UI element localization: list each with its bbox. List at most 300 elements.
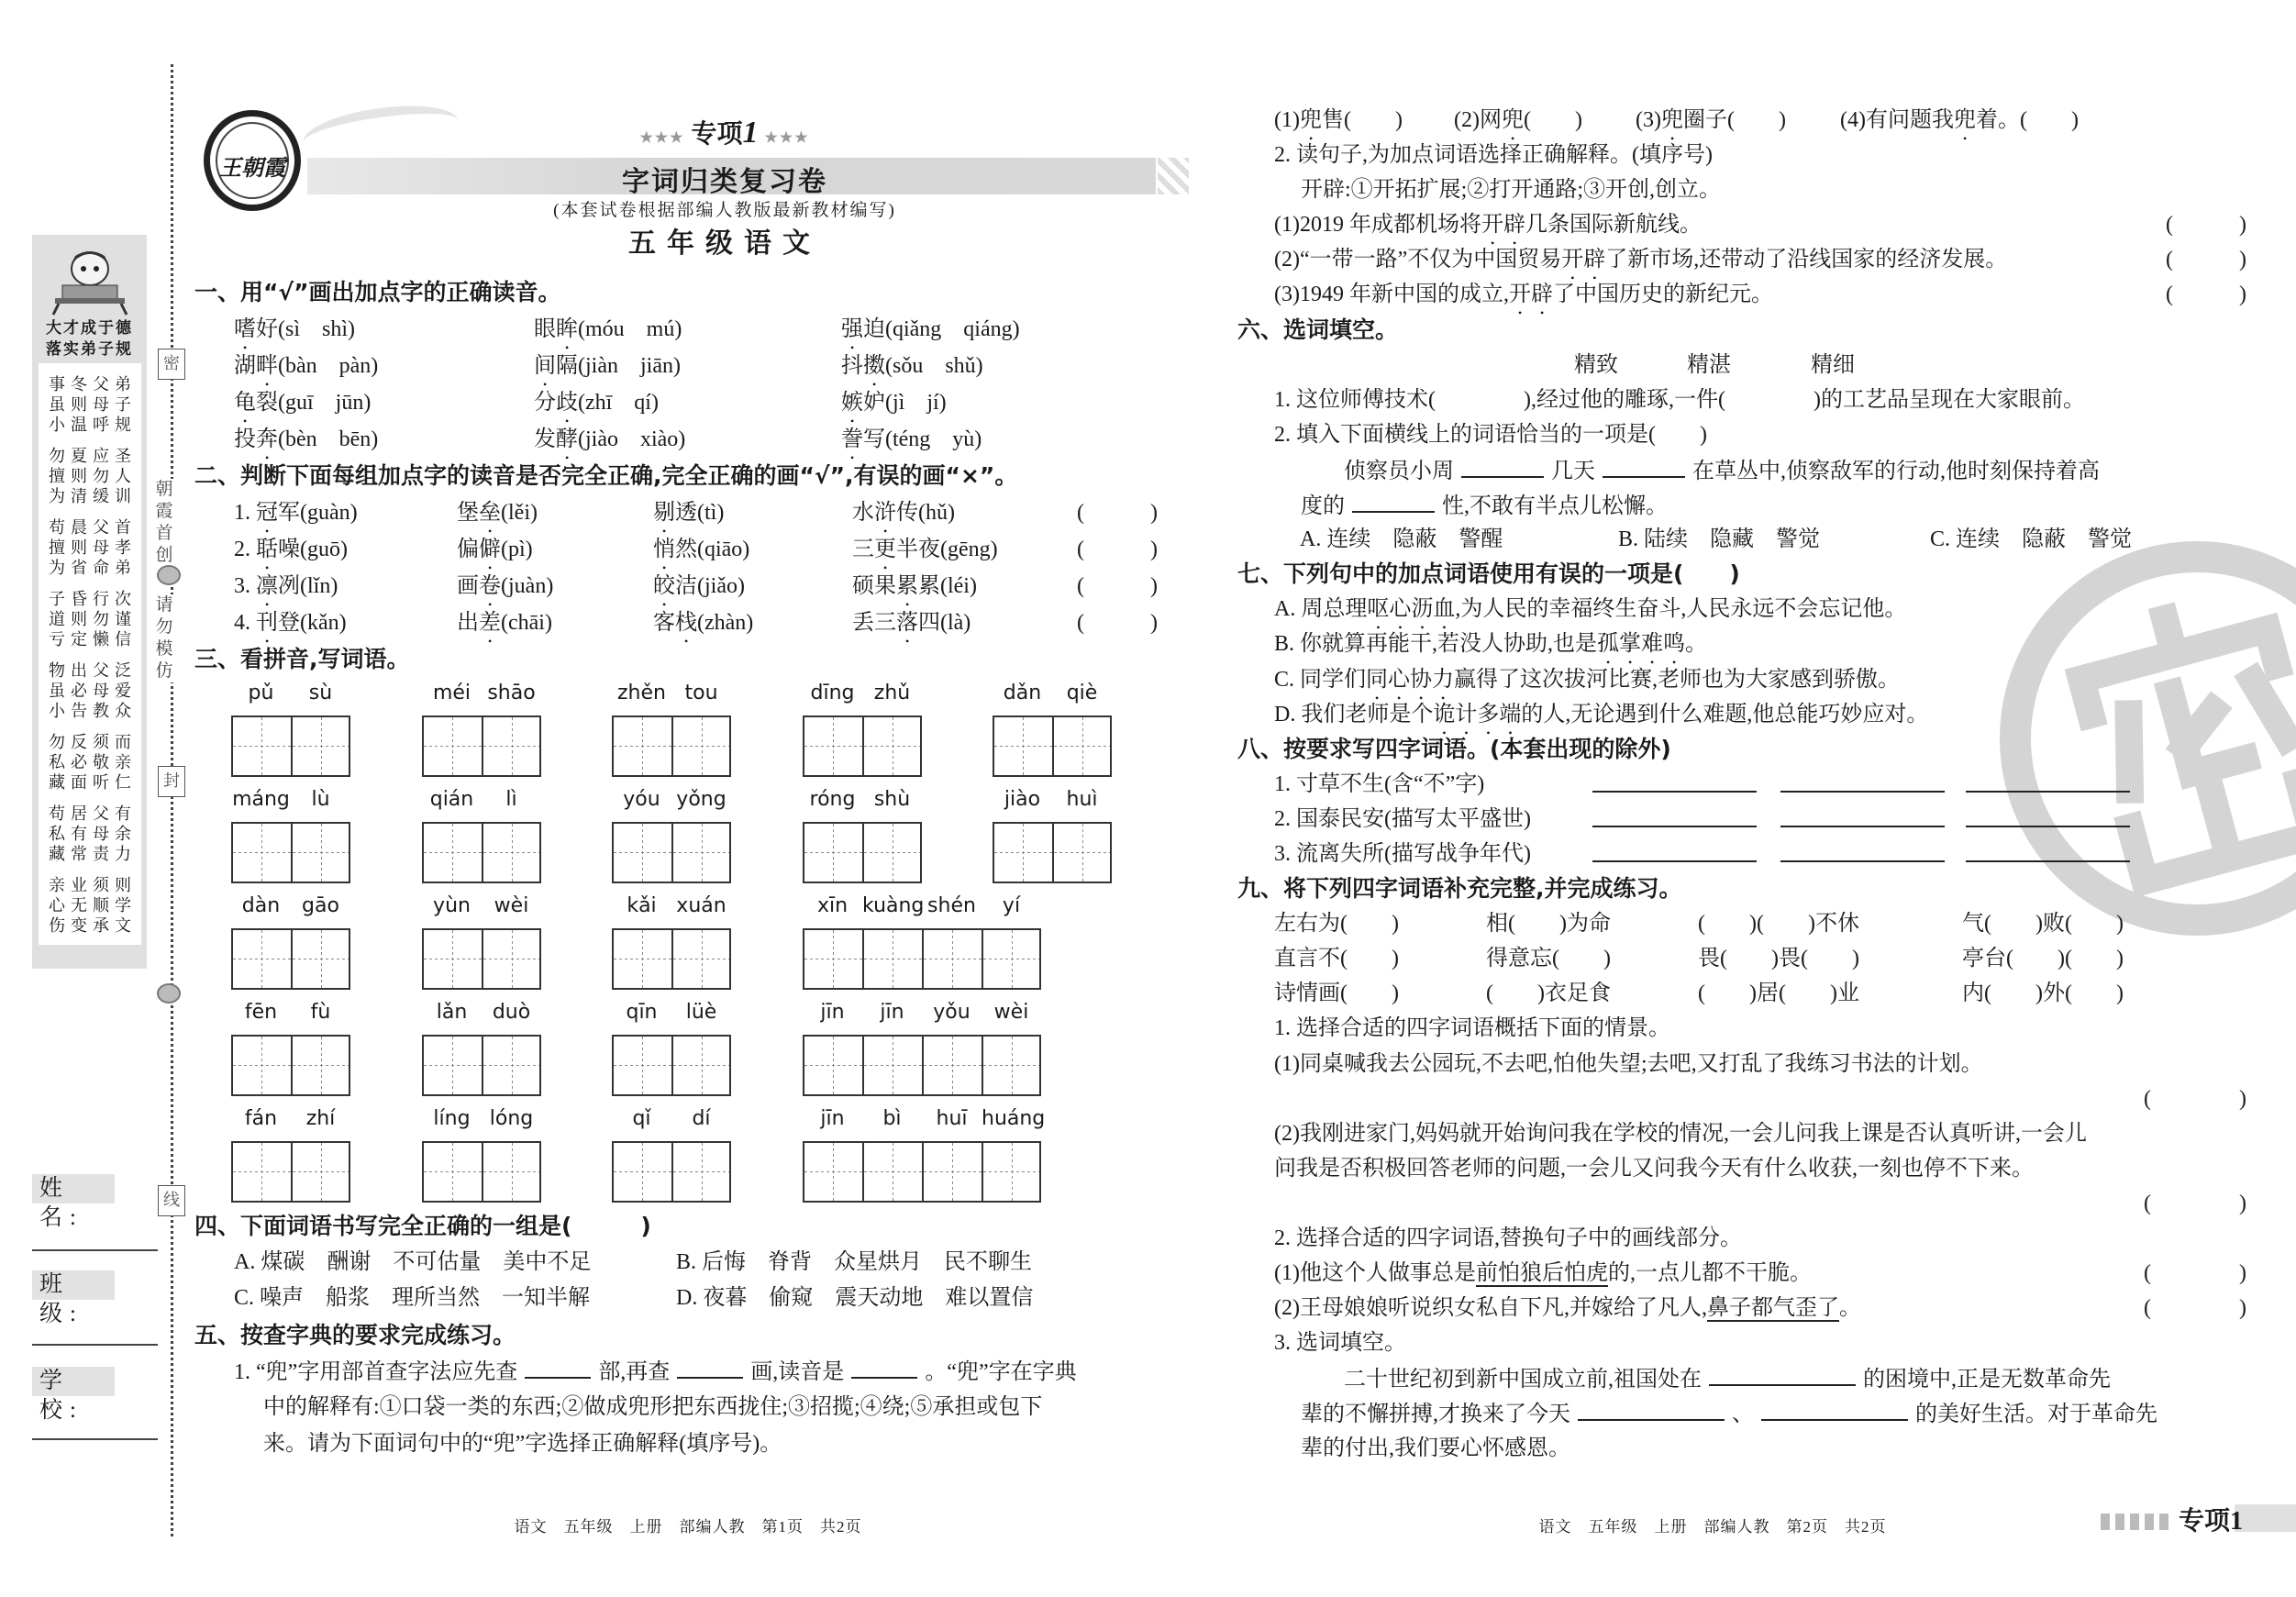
pinyin-syllable: zhǔ: [873, 682, 911, 704]
emphasized-text: 开辟: [1561, 248, 1606, 272]
writing-cell[interactable]: [671, 715, 731, 777]
question-text-with-answer-paren: 1. 这位师傅技术( ),经过他的雕琢,一件( )的工艺品呈现在大家眼前。: [1274, 387, 2085, 412]
corner-dots-decoration: [2101, 1514, 2169, 1530]
poem-row: 藏常责力: [49, 845, 137, 863]
question-line: [194, 494, 1158, 531]
writing-cell[interactable]: [482, 715, 541, 777]
emphasized-text: 歧: [556, 391, 578, 415]
pinyin-syllable: yùn: [433, 894, 471, 917]
poem-row: 道则勿谨: [49, 610, 137, 628]
writing-cell[interactable]: [803, 928, 862, 990]
pinyin-syllable: kuàng: [862, 894, 925, 917]
writing-cell[interactable]: [612, 822, 671, 883]
emphasized-text: 浒: [874, 501, 896, 525]
emphasized-text: 兜: [1953, 108, 1976, 132]
answer-blank[interactable]: [1592, 837, 1757, 862]
emphasized-text: 悄: [653, 538, 675, 561]
poem-row: 虽则母子: [49, 395, 137, 414]
school-label: 学 校:: [32, 1367, 115, 1396]
question-line: [1237, 837, 2246, 871]
pinyin-syllable: huì: [1066, 788, 1098, 811]
answer-paren[interactable]: ( ): [1077, 611, 1158, 635]
question-text: 画,读音是: [750, 1360, 845, 1385]
question-text: (4)有问题我: [1840, 108, 1954, 132]
answer-blank[interactable]: [1780, 802, 1945, 827]
question-line: [1237, 1360, 2246, 1395]
writing-cell[interactable]: [422, 715, 482, 777]
pinyin-syllable: pǔ: [248, 682, 274, 704]
emphasized-text: 奔: [256, 427, 278, 451]
writing-cell[interactable]: [922, 1035, 982, 1096]
answer-paren[interactable]: ( ): [1077, 574, 1158, 598]
poem-row: 苟居父有: [49, 804, 137, 823]
writing-cell[interactable]: [671, 822, 731, 883]
emphasized-text: 龟: [234, 391, 256, 415]
question-text: (bèn bēn): [278, 427, 379, 451]
question-line: [1237, 103, 2246, 138]
question-item: [1780, 767, 1945, 804]
question-text: 冽(lǐn): [278, 574, 338, 598]
seal-label-mi: 密: [158, 349, 185, 380]
writing-cell[interactable]: [291, 1035, 350, 1096]
writing-cell[interactable]: [671, 1141, 731, 1203]
pinyin-syllable: qiè: [1066, 682, 1098, 704]
question-line: [1237, 1116, 2246, 1151]
pinyin-syllable: yǒng: [676, 788, 727, 811]
pinyin-syllable: kǎi: [627, 894, 657, 917]
answer-blank[interactable]: [1709, 1360, 1856, 1386]
poem-row: 勿反须而: [49, 733, 137, 751]
pinyin-syllable: jīn: [820, 1001, 845, 1024]
question-text: 3.: [234, 574, 256, 598]
poem-row: 私有母余: [49, 825, 137, 843]
writing-cell[interactable]: [922, 1141, 982, 1203]
question-text: 2. 选择合适的四字词语,替换句子中的画线部分。: [1274, 1226, 1742, 1250]
emphasized-text: 开辟: [1508, 283, 1553, 307]
writing-cell[interactable]: [803, 1035, 862, 1096]
question-item: [1966, 837, 2130, 873]
page-title: 字词归类复习卷: [622, 167, 827, 197]
question-text: (1)他这个人做事总是: [1274, 1261, 1476, 1286]
question-line: [194, 1426, 1194, 1463]
question-text-with-answer-paren: 着。( ): [1975, 108, 2079, 132]
question-text: (3)1949 年新中国的成立,: [1274, 283, 1509, 307]
question-line: [194, 348, 1158, 384]
student-cartoon-icon: [50, 243, 130, 316]
question-text: 辈的不懈拼搏,才换来了今天: [1301, 1403, 1570, 1427]
question-text: D. 我们老师是个: [1274, 702, 1434, 726]
poem-row: 亏定懒信: [49, 630, 137, 649]
question-text: 偏: [457, 538, 479, 561]
question-line: [1237, 348, 2246, 383]
writing-cell[interactable]: [482, 822, 541, 883]
smiley-face-icon: [157, 983, 181, 1004]
question-text-with-answer-paren: 得意忘( ): [1486, 947, 1611, 971]
pinyin-syllable: fán: [244, 1107, 278, 1130]
writing-cell[interactable]: [231, 1035, 291, 1096]
writing-cell[interactable]: [482, 1035, 541, 1096]
question-text-with-answer-paren: 左右为( ): [1274, 912, 1399, 937]
question-text: C. 连续 隐蔽 警觉: [1930, 527, 2133, 552]
question-text: 三: [852, 538, 874, 561]
writing-cell[interactable]: [422, 1141, 482, 1203]
emphasized-text: 卷: [479, 574, 501, 598]
question-text-with-answer-paren: 直言不( ): [1274, 947, 1399, 971]
seal-label-xian: 线: [158, 1185, 185, 1216]
pinyin-syllable: wèi: [494, 894, 529, 917]
question-text: 抖: [841, 354, 863, 378]
answer-blank[interactable]: [1966, 767, 2130, 793]
question-line: [194, 384, 1158, 421]
question-line: [1237, 452, 2246, 487]
question-text: (2)王母娘娘听说织女私自下凡,并嫁给了凡人,: [1274, 1296, 1707, 1321]
question-text: 4.: [234, 611, 256, 635]
dizigui-poem: [39, 363, 141, 945]
corner-section-badge: 专项1: [2179, 1507, 2244, 1536]
emphasized-text: 呕心沥血: [1367, 597, 1456, 622]
stars-right-icon: ★★★: [764, 130, 810, 146]
writing-cell[interactable]: [993, 822, 1052, 883]
question-text: 的,一点儿都不干脆。: [1607, 1261, 1812, 1286]
emphasized-text: 强: [841, 317, 863, 341]
writing-cell[interactable]: [803, 715, 862, 777]
question-text: 出: [457, 611, 479, 635]
question-text: 透(tì): [675, 501, 725, 525]
question-text-with-answer-paren: 圈子( ): [1682, 108, 1786, 132]
pinyin-syllable: xīn: [816, 894, 849, 917]
question-item: [1780, 802, 1945, 838]
question-text: 部,再查: [598, 1360, 671, 1385]
writing-cell[interactable]: [862, 822, 922, 883]
question-text: B. 后悔 脊背 众星烘月 民不聊生: [676, 1249, 1033, 1274]
answer-paren[interactable]: ( ): [1077, 538, 1158, 561]
writing-cell[interactable]: [612, 928, 671, 990]
answer-blank[interactable]: [1578, 1395, 1725, 1421]
answer-paren[interactable]: ( ): [2144, 1191, 2246, 1215]
writing-cell[interactable]: [291, 715, 350, 777]
question-text: 3. 流离失所(描写战争年代): [1274, 841, 1531, 866]
pinyin-syllable: sù: [308, 682, 333, 704]
writing-cell[interactable]: [862, 1035, 922, 1096]
pinyin-syllable: shù: [873, 788, 911, 811]
emphasized-text: 间: [534, 354, 556, 378]
pinyin-syllable: huī: [936, 1107, 968, 1130]
writing-cell[interactable]: [231, 928, 291, 990]
question-text: 2. 国泰民安(描写太平盛世): [1274, 806, 1531, 831]
writing-cell[interactable]: [482, 1141, 541, 1203]
pinyin-syllable: yóu: [623, 788, 660, 811]
question-line: [1237, 1011, 2246, 1046]
pinyin-syllable: zhěn: [617, 682, 666, 704]
question-text: 来。请为下面词句中的“兜”字选择正确解释(填序号)。: [263, 1431, 782, 1456]
question-line: [1237, 976, 2246, 1011]
emphasized-text: 更: [874, 538, 896, 561]
question-text: C. 噪声 船浆 理所当然 一知半解: [234, 1286, 591, 1311]
answer-blank[interactable]: [1761, 1395, 1908, 1421]
answer-paren[interactable]: ( ): [1077, 501, 1158, 525]
writing-cell[interactable]: [862, 1141, 922, 1203]
question-text: 3. 选词填空。: [1274, 1331, 1406, 1356]
question-text-with-answer-paren: 售( ): [1321, 108, 1403, 132]
question-text: 好(sì shì): [256, 317, 355, 341]
poem-row: 虽必母爱: [49, 682, 137, 700]
right-page: [1237, 103, 2246, 1466]
pinyin-syllable: shāo: [487, 682, 536, 704]
question-line: [1237, 1151, 2246, 1186]
question-text-with-answer-paren: 2. 填入下面横线上的词语恰当的一项是( ): [1274, 422, 1707, 447]
writing-cell[interactable]: [982, 1035, 1041, 1096]
question-text-with-answer-paren: 气( )败( ): [1962, 912, 2124, 937]
question-item: [1698, 906, 1859, 941]
question-text: A. 连续 隐蔽 警醒: [1300, 527, 1503, 552]
question-text: 几条国际新航线。: [1525, 213, 1702, 238]
writing-cell[interactable]: [231, 1141, 291, 1203]
pinyin-syllable: bì: [882, 1107, 902, 1130]
answer-paren[interactable]: ( ): [2144, 1086, 2246, 1111]
question-text: 问我是否积极回答老师的问题,一会儿又问我今天有什么收获,一刻也停不下来。: [1274, 1156, 2034, 1181]
pinyin-syllable: qián: [429, 788, 474, 811]
writing-cell[interactable]: [993, 715, 1052, 777]
emphasized-text: 誊: [841, 427, 863, 451]
emphasized-text: 嫉: [841, 391, 863, 415]
question-text: 二十世纪初到新中国成立前,祖国处在: [1344, 1368, 1702, 1392]
pinyin-writing-grid: [231, 679, 1148, 1211]
pinyin-syllable: tou: [684, 682, 718, 704]
writing-cell[interactable]: [482, 928, 541, 990]
answer-blank[interactable]: [1966, 802, 2130, 827]
writing-cell[interactable]: [1052, 822, 1112, 883]
question-item: [1486, 906, 1611, 941]
question-text: 妒(jì jí): [863, 391, 947, 415]
question-text: (jiào xiào): [578, 427, 686, 451]
question-line: [194, 604, 1158, 641]
emphasized-text: 落: [896, 611, 918, 635]
section-heading: [1237, 313, 2246, 348]
question-text-with-answer-paren: ( )( )不休: [1698, 912, 1859, 937]
question-item: [1962, 906, 2124, 941]
question-line: [194, 1281, 1194, 1317]
answer-blank[interactable]: [677, 1353, 743, 1379]
writing-cell[interactable]: [862, 715, 922, 777]
answer-paren[interactable]: ( ): [2144, 1261, 2246, 1286]
slogan-2: 落实弟子规: [46, 340, 133, 358]
question-text: (2)网: [1454, 108, 1502, 132]
answer-blank[interactable]: [851, 1353, 917, 1379]
question-text: 九、将下列四字词语补充完整,并完成练习。: [1237, 875, 1682, 903]
pinyin-syllable: huáng: [982, 1107, 1046, 1130]
question-line: [1237, 802, 2246, 837]
question-text: 累(léi): [918, 574, 977, 598]
section-heading: [194, 274, 1158, 311]
question-item: [234, 1245, 591, 1281]
emphasized-text: 垒: [479, 501, 501, 525]
question-line: [1237, 172, 2246, 207]
page-subtitle: (本套试卷根据部编人教版最新教材编写): [553, 201, 896, 220]
writing-cell[interactable]: [982, 1141, 1041, 1203]
writing-cell[interactable]: [422, 1035, 482, 1096]
question-item: [1274, 802, 1531, 837]
question-text-with-answer-paren: ( )居( )业: [1698, 981, 1859, 1006]
section-heading: [194, 1317, 1194, 1354]
question-line: [1237, 522, 2246, 557]
pinyin-syllable: yí: [1002, 894, 1021, 917]
poem-row: 伤变承文: [49, 916, 137, 935]
question-text: 半夜(gēng): [896, 538, 998, 561]
pinyin-syllable: lì: [505, 788, 517, 811]
left-page-part1: [194, 274, 1158, 678]
writing-cell[interactable]: [862, 928, 922, 990]
pinyin-syllable: méi: [432, 682, 471, 704]
answer-paren[interactable]: ( ): [2166, 283, 2246, 307]
writing-cell[interactable]: [422, 928, 482, 990]
section-heading: [194, 458, 1158, 494]
question-text: 六、选词填空。: [1237, 316, 1399, 343]
question-text: 硕果: [852, 574, 896, 598]
writing-cell[interactable]: [291, 1141, 350, 1203]
pinyin-syllable: lù: [311, 788, 330, 811]
question-item: [1274, 906, 1399, 941]
question-line: [1237, 1325, 2246, 1360]
pinyin-syllable: jīn: [880, 1001, 904, 1024]
question-item: [1962, 976, 2124, 1011]
writing-cell[interactable]: [1052, 715, 1112, 777]
answer-paren[interactable]: ( ): [2166, 248, 2246, 272]
writing-cell[interactable]: [612, 1035, 671, 1096]
writing-cell[interactable]: [422, 822, 482, 883]
emphasized-text: 剔: [653, 501, 675, 525]
question-item: [1966, 802, 2130, 838]
question-text: (2)我刚进家门,妈妈就开始询问我在学校的情况,一会儿问我上课是否认真听讲,一会儿: [1274, 1121, 2087, 1146]
writing-cell[interactable]: [612, 715, 671, 777]
answer-blank[interactable]: [1966, 837, 2130, 862]
pinyin-syllable: dí: [692, 1107, 711, 1130]
question-text: 四(là): [918, 611, 971, 635]
section-heading: [1237, 871, 2246, 906]
emphasized-text: 擞: [863, 354, 885, 378]
question-line: [1237, 487, 2246, 522]
question-item: [1698, 976, 1859, 1011]
question-text-with-answer-paren: 内( )外( ): [1962, 981, 2124, 1006]
question-line: [1237, 1291, 2246, 1325]
question-line: [1237, 1256, 2246, 1291]
slogan-1: 大才成于德: [46, 319, 133, 337]
pinyin-syllable: dàn: [241, 894, 281, 917]
pinyin-syllable: lóng: [489, 1107, 534, 1130]
writing-cell[interactable]: [231, 715, 291, 777]
question-text: 分: [534, 391, 556, 415]
school-field[interactable]: [32, 1438, 158, 1440]
pinyin-syllable: lüè: [685, 1001, 717, 1024]
writing-cell[interactable]: [671, 928, 731, 990]
writing-cell[interactable]: [671, 1035, 731, 1096]
question-item: [234, 1281, 590, 1317]
section-heading: [194, 1208, 1194, 1245]
question-text: 五、按查字典的要求完成练习。: [194, 1321, 516, 1348]
question-text: 。“兜”字在字典: [925, 1360, 1077, 1385]
question-text-with-answer-paren: ( )衣足食: [1486, 981, 1611, 1006]
question-item: [1930, 522, 2132, 557]
question-text: B. 你就算再能干,若没人协助,也是: [1274, 632, 1598, 657]
answer-blank[interactable]: [1592, 767, 1757, 793]
writing-cell[interactable]: [982, 928, 1041, 990]
question-text: 赢得了这次拔河比赛,老师也为大家感到骄傲。: [1454, 667, 1901, 692]
writing-cell[interactable]: [803, 822, 862, 883]
question-text: 裂(guī jūn): [256, 391, 372, 415]
question-line: [1237, 242, 2246, 277]
question-line: [1237, 1221, 2246, 1256]
answer-blank[interactable]: [1603, 452, 1685, 478]
answer-paren[interactable]: ( ): [2166, 213, 2246, 238]
writing-cell[interactable]: [803, 1141, 862, 1203]
writing-cell[interactable]: [231, 822, 291, 883]
poem-row: 苟晨父首: [49, 518, 137, 537]
question-text: 传(hǔ): [896, 501, 955, 525]
seal-label-feng: 封: [158, 766, 185, 797]
pinyin-syllable: wèi: [993, 1001, 1029, 1024]
answer-paren[interactable]: ( ): [2144, 1296, 2246, 1321]
badge-number: 1: [742, 116, 759, 150]
question-item: [1592, 837, 1757, 873]
question-text: 1. 寸草不生(含“不”字): [1274, 771, 1485, 796]
name-field[interactable]: [32, 1249, 158, 1251]
question-text: (bàn pàn): [278, 354, 379, 378]
writing-cell[interactable]: [291, 822, 350, 883]
question-item: [1966, 767, 2130, 804]
class-field[interactable]: [32, 1344, 158, 1346]
poem-gap: [39, 864, 141, 875]
poem-row: 私必敬亲: [49, 753, 137, 771]
question-text: 丢三: [852, 611, 896, 635]
question-text: ,为人民的幸福终生奋斗,人民永远不会忘记他。: [1455, 597, 1907, 622]
writing-cell[interactable]: [291, 928, 350, 990]
pinyin-syllable: dǎn: [1003, 682, 1042, 704]
question-text-with-answer-paren: 四、下面词语书写完全正确的一组是( ): [194, 1213, 651, 1239]
answer-blank[interactable]: [1352, 487, 1435, 513]
poem-gap: [39, 793, 141, 804]
question-text: 登(kǎn): [278, 611, 347, 635]
question-text: (móu mú): [578, 317, 682, 341]
answer-blank[interactable]: [1461, 452, 1544, 478]
question-line: [194, 1245, 1194, 1281]
poem-row: 为省命弟: [49, 559, 137, 577]
section-heading: [194, 641, 1158, 678]
grade-subject: 五年级语文: [628, 228, 821, 259]
answer-blank[interactable]: [1780, 837, 1945, 862]
question-text: (1)同桌喊我去公园玩,不去吧,怕他失望;去吧,又打乱了我练习书法的计划。: [1274, 1051, 1983, 1076]
pinyin-syllable: qīn: [626, 1001, 658, 1024]
stars-left-icon: ★★★: [639, 130, 685, 146]
answer-blank[interactable]: [525, 1353, 591, 1379]
writing-cell[interactable]: [922, 928, 982, 990]
emphasized-text: 同心协力: [1366, 667, 1455, 692]
poem-gap: [39, 578, 141, 589]
emphasized-text: 聒: [256, 538, 278, 561]
footer-page-1: 语文 五年级 上册 部编人教 第1页 共2页: [514, 1518, 862, 1536]
poem-row: 小告教众: [49, 702, 137, 720]
question-line: [1237, 138, 2246, 172]
answer-blank[interactable]: [1592, 802, 1757, 827]
writing-cell[interactable]: [612, 1141, 671, 1203]
question-text-with-answer-paren: 诗情画( ): [1274, 981, 1399, 1006]
underlined-text: 前怕狼后怕虎: [1475, 1261, 1608, 1286]
question-text: 的人,无论遇到什么难题,他总能巧妙应对。: [1521, 702, 1929, 726]
pinyin-syllable: duò: [492, 1001, 531, 1024]
answer-blank[interactable]: [1780, 767, 1945, 793]
question-text: 投: [234, 427, 256, 451]
question-item: [1574, 348, 1618, 383]
question-text: 1. 选择合适的四字词语概括下面的情景。: [1274, 1016, 1670, 1041]
cut-line: [171, 64, 173, 1536]
